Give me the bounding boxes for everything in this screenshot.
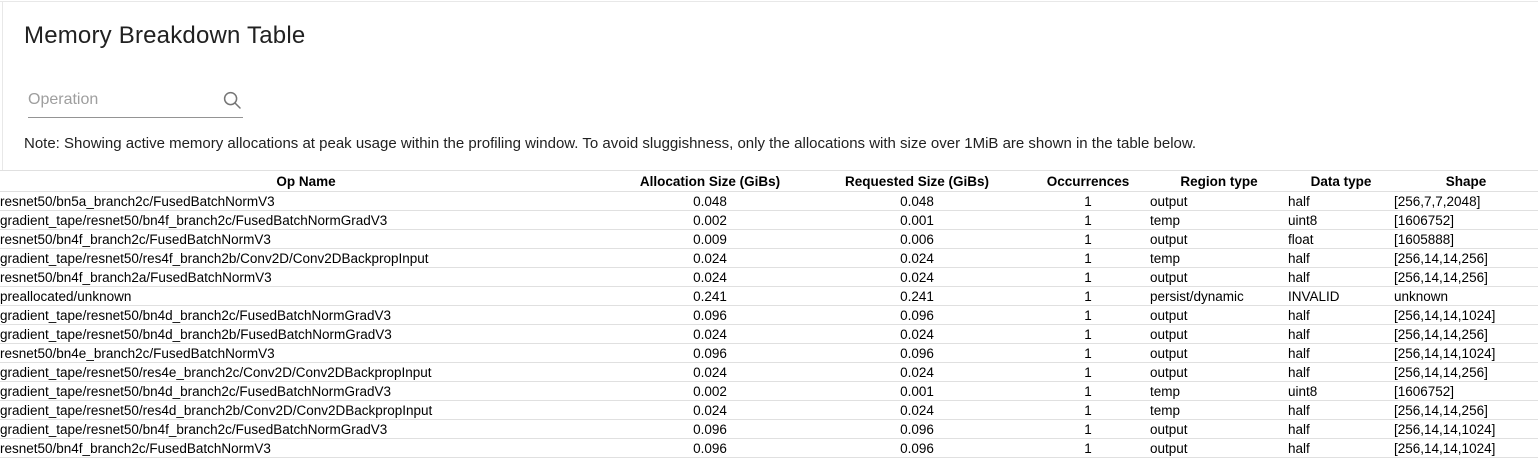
cell-occurrences: 1 bbox=[1026, 325, 1150, 344]
cell-allocation-size: 0.096 bbox=[612, 344, 808, 363]
cell-shape: [256,7,7,2048] bbox=[1394, 192, 1538, 211]
cell-requested-size: 0.024 bbox=[808, 249, 1026, 268]
cell-occurrences: 1 bbox=[1026, 230, 1150, 249]
cell-data-type: half bbox=[1288, 420, 1394, 439]
cell-region-type: output bbox=[1150, 344, 1288, 363]
cell-allocation-size: 0.096 bbox=[612, 420, 808, 439]
cell-op-name: preallocated/unknown bbox=[0, 287, 612, 306]
cell-requested-size: 0.241 bbox=[808, 287, 1026, 306]
cell-shape: unknown bbox=[1394, 287, 1538, 306]
cell-requested-size: 0.001 bbox=[808, 211, 1026, 230]
cell-allocation-size: 0.096 bbox=[612, 439, 808, 458]
cell-op-name: resnet50/bn4f_branch2c/FusedBatchNormV3 bbox=[0, 439, 612, 458]
cell-occurrences: 1 bbox=[1026, 382, 1150, 401]
cell-allocation-size: 0.024 bbox=[612, 268, 808, 287]
cell-shape: [256,14,14,1024] bbox=[1394, 420, 1538, 439]
cell-allocation-size: 0.096 bbox=[612, 306, 808, 325]
cell-data-type: uint8 bbox=[1288, 211, 1394, 230]
column-header-shape[interactable]: Shape bbox=[1394, 171, 1538, 192]
cell-data-type: half bbox=[1288, 249, 1394, 268]
cell-occurrences: 1 bbox=[1026, 287, 1150, 306]
cell-op-name: gradient_tape/resnet50/bn4f_branch2c/FusedBatchNormGradV3 bbox=[0, 420, 612, 439]
frame-left-border bbox=[2, 2, 3, 170]
cell-data-type: half bbox=[1288, 192, 1394, 211]
column-header-op-name[interactable]: Op Name bbox=[0, 171, 612, 192]
cell-region-type: output bbox=[1150, 439, 1288, 458]
cell-region-type: temp bbox=[1150, 249, 1288, 268]
cell-data-type: half bbox=[1288, 439, 1394, 458]
cell-allocation-size: 0.048 bbox=[612, 192, 808, 211]
cell-data-type: half bbox=[1288, 363, 1394, 382]
table-row[interactable] bbox=[0, 230, 1538, 249]
memory-breakdown-table bbox=[0, 170, 1538, 458]
cell-region-type: temp bbox=[1150, 382, 1288, 401]
table-row[interactable] bbox=[0, 192, 1538, 211]
cell-allocation-size: 0.009 bbox=[612, 230, 808, 249]
cell-region-type: output bbox=[1150, 420, 1288, 439]
cell-occurrences: 1 bbox=[1026, 192, 1150, 211]
cell-data-type: float bbox=[1288, 230, 1394, 249]
page-title: Memory Breakdown Table bbox=[24, 22, 306, 49]
cell-requested-size: 0.006 bbox=[808, 230, 1026, 249]
table-row[interactable] bbox=[0, 363, 1538, 382]
table-row[interactable] bbox=[0, 211, 1538, 230]
cell-requested-size: 0.024 bbox=[808, 325, 1026, 344]
cell-data-type: uint8 bbox=[1288, 382, 1394, 401]
cell-occurrences: 1 bbox=[1026, 363, 1150, 382]
table-row[interactable] bbox=[0, 287, 1538, 306]
cell-op-name: gradient_tape/resnet50/bn4f_branch2c/FusedBatchNormGradV3 bbox=[0, 211, 612, 230]
cell-op-name: resnet50/bn4f_branch2c/FusedBatchNormV3 bbox=[0, 230, 612, 249]
cell-shape: [256,14,14,256] bbox=[1394, 268, 1538, 287]
table-header-row bbox=[0, 171, 1538, 192]
cell-shape: [256,14,14,256] bbox=[1394, 325, 1538, 344]
cell-shape: [256,14,14,256] bbox=[1394, 401, 1538, 420]
cell-requested-size: 0.024 bbox=[808, 363, 1026, 382]
table-row[interactable] bbox=[0, 249, 1538, 268]
cell-region-type: output bbox=[1150, 306, 1288, 325]
cell-op-name: gradient_tape/resnet50/res4d_branch2b/Conv2D/Conv2DBackpropInput bbox=[0, 401, 612, 420]
table-row[interactable] bbox=[0, 382, 1538, 401]
cell-occurrences: 1 bbox=[1026, 420, 1150, 439]
cell-shape: [1605888] bbox=[1394, 230, 1538, 249]
cell-occurrences: 1 bbox=[1026, 344, 1150, 363]
cell-data-type: half bbox=[1288, 344, 1394, 363]
operation-filter[interactable] bbox=[28, 82, 243, 118]
cell-allocation-size: 0.024 bbox=[612, 363, 808, 382]
cell-requested-size: 0.001 bbox=[808, 382, 1026, 401]
cell-requested-size: 0.048 bbox=[808, 192, 1026, 211]
cell-shape: [256,14,14,1024] bbox=[1394, 306, 1538, 325]
cell-op-name: gradient_tape/resnet50/res4e_branch2c/Conv2D/Conv2DBackpropInput bbox=[0, 363, 612, 382]
cell-region-type: output bbox=[1150, 325, 1288, 344]
column-header-data-type[interactable]: Data type bbox=[1288, 171, 1394, 192]
table-row[interactable] bbox=[0, 268, 1538, 287]
column-header-region-type[interactable]: Region type bbox=[1150, 171, 1288, 192]
cell-requested-size: 0.096 bbox=[808, 306, 1026, 325]
cell-requested-size: 0.096 bbox=[808, 344, 1026, 363]
cell-occurrences: 1 bbox=[1026, 211, 1150, 230]
cell-allocation-size: 0.024 bbox=[612, 401, 808, 420]
cell-op-name: gradient_tape/resnet50/bn4d_branch2c/FusedBatchNormGradV3 bbox=[0, 306, 612, 325]
cell-shape: [256,14,14,256] bbox=[1394, 249, 1538, 268]
column-header-occurrences[interactable]: Occurrences bbox=[1026, 171, 1150, 192]
cell-occurrences: 1 bbox=[1026, 401, 1150, 420]
cell-occurrences: 1 bbox=[1026, 249, 1150, 268]
cell-requested-size: 0.096 bbox=[808, 420, 1026, 439]
cell-occurrences: 1 bbox=[1026, 306, 1150, 325]
table-row[interactable] bbox=[0, 420, 1538, 439]
table-row[interactable] bbox=[0, 325, 1538, 344]
cell-op-name: gradient_tape/resnet50/res4f_branch2b/Conv2D/Conv2DBackpropInput bbox=[0, 249, 612, 268]
cell-occurrences: 1 bbox=[1026, 268, 1150, 287]
cell-region-type: temp bbox=[1150, 211, 1288, 230]
table-row[interactable] bbox=[0, 306, 1538, 325]
cell-region-type: output bbox=[1150, 230, 1288, 249]
search-icon bbox=[221, 89, 243, 111]
cell-shape: [256,14,14,1024] bbox=[1394, 344, 1538, 363]
operation-filter-input[interactable] bbox=[28, 91, 221, 109]
table-row[interactable] bbox=[0, 344, 1538, 363]
cell-shape: [256,14,14,1024] bbox=[1394, 439, 1538, 458]
cell-region-type: output bbox=[1150, 268, 1288, 287]
cell-requested-size: 0.024 bbox=[808, 268, 1026, 287]
cell-requested-size: 0.024 bbox=[808, 401, 1026, 420]
column-header-allocation-size[interactable]: Allocation Size (GiBs) bbox=[612, 171, 808, 192]
cell-data-type: half bbox=[1288, 306, 1394, 325]
frame-top-border bbox=[0, 1, 1538, 2]
cell-allocation-size: 0.024 bbox=[612, 325, 808, 344]
table-row[interactable] bbox=[0, 401, 1538, 420]
note-text: Note: Showing active memory allocations at peak usage within the profiling window. To avoid sluggishness, only the allocations with size over 1MiB are shown in the table below. bbox=[24, 135, 1197, 152]
cell-region-type: temp bbox=[1150, 401, 1288, 420]
cell-shape: [1606752] bbox=[1394, 211, 1538, 230]
cell-op-name: resnet50/bn4f_branch2a/FusedBatchNormV3 bbox=[0, 268, 612, 287]
cell-data-type: half bbox=[1288, 268, 1394, 287]
cell-op-name: resnet50/bn4e_branch2c/FusedBatchNormV3 bbox=[0, 344, 612, 363]
cell-occurrences: 1 bbox=[1026, 439, 1150, 458]
cell-data-type: INVALID bbox=[1288, 287, 1394, 306]
cell-shape: [1606752] bbox=[1394, 382, 1538, 401]
cell-op-name: resnet50/bn5a_branch2c/FusedBatchNormV3 bbox=[0, 192, 612, 211]
cell-op-name: gradient_tape/resnet50/bn4d_branch2b/FusedBatchNormGradV3 bbox=[0, 325, 612, 344]
cell-allocation-size: 0.241 bbox=[612, 287, 808, 306]
cell-shape: [256,14,14,256] bbox=[1394, 363, 1538, 382]
cell-op-name: gradient_tape/resnet50/bn4d_branch2c/FusedBatchNormGradV3 bbox=[0, 382, 612, 401]
cell-allocation-size: 0.002 bbox=[612, 382, 808, 401]
cell-requested-size: 0.096 bbox=[808, 439, 1026, 458]
cell-allocation-size: 0.002 bbox=[612, 211, 808, 230]
cell-allocation-size: 0.024 bbox=[612, 249, 808, 268]
cell-region-type: output bbox=[1150, 363, 1288, 382]
cell-data-type: half bbox=[1288, 401, 1394, 420]
cell-region-type: persist/dynamic bbox=[1150, 287, 1288, 306]
table-row[interactable] bbox=[0, 439, 1538, 458]
cell-data-type: half bbox=[1288, 325, 1394, 344]
column-header-requested-size[interactable]: Requested Size (GiBs) bbox=[808, 171, 1026, 192]
cell-region-type: output bbox=[1150, 192, 1288, 211]
